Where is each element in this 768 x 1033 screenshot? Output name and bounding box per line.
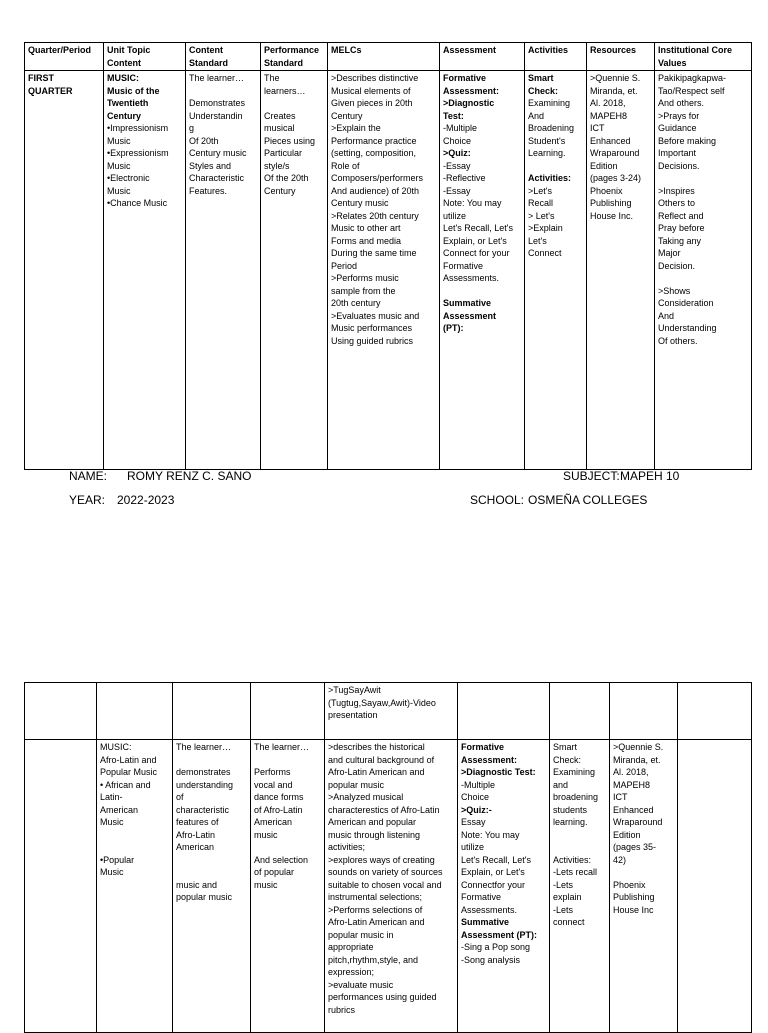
cell-line: Characteristic bbox=[189, 173, 245, 183]
cell-line: Performs bbox=[254, 767, 291, 777]
cell-line: presentation bbox=[328, 710, 378, 720]
cell-line: and bbox=[553, 779, 569, 790]
cell-line: >evaluate music bbox=[328, 979, 394, 990]
cell-line: Enhanced bbox=[613, 804, 654, 815]
cell-line: characteristic bbox=[176, 804, 230, 815]
cell-line: MUSIC: bbox=[100, 742, 132, 752]
cell-line: Wraparound bbox=[590, 148, 640, 158]
cell-line: Miranda, et. bbox=[590, 85, 638, 96]
cell-line: -Essay bbox=[443, 185, 471, 196]
cell-line: Miranda, et. bbox=[613, 754, 661, 765]
cell-line: >Performs selections of bbox=[328, 904, 423, 915]
melcs-cell bbox=[328, 71, 440, 470]
empty-cell bbox=[25, 683, 97, 740]
cell-line: Consideration bbox=[658, 298, 714, 308]
unit-topic-cell bbox=[97, 740, 173, 1033]
curriculum-table-page2 bbox=[24, 682, 752, 1033]
cell-line bbox=[613, 866, 674, 879]
subject-value: MAPEH 10 bbox=[620, 469, 680, 483]
cell-line: music bbox=[254, 829, 278, 840]
year-value: 2022-2023 bbox=[117, 493, 175, 507]
table-row bbox=[25, 740, 752, 1033]
cell-line: appropriate bbox=[328, 942, 374, 952]
cell-line: Musical elements of bbox=[331, 85, 411, 96]
cell-line: understanding bbox=[176, 779, 234, 790]
cell-line: Essay bbox=[461, 817, 486, 827]
cell-line: House Inc bbox=[613, 904, 654, 915]
cell-line: •Electronic bbox=[107, 173, 150, 183]
cell-line: Music bbox=[107, 185, 131, 196]
cell-line: Connect for your bbox=[443, 248, 510, 258]
cell-line: instrumental selections; bbox=[328, 892, 423, 902]
cell-line: Publishing bbox=[613, 892, 655, 902]
cell-line: suitable to chosen vocal and bbox=[328, 879, 442, 890]
cell-line: Afro-Latin and bbox=[100, 754, 157, 765]
cell-line: performances using guided bbox=[328, 992, 437, 1002]
cell-line bbox=[176, 754, 247, 767]
empty-cell bbox=[25, 740, 97, 1033]
cell-line: Afro-Latin American and bbox=[328, 917, 425, 927]
cell-line: >Explain the bbox=[331, 123, 381, 133]
cell-line: Creates bbox=[264, 110, 296, 121]
cell-line: features of bbox=[176, 817, 219, 827]
cell-line: >Quennie S. bbox=[613, 742, 664, 752]
cell-line: 20th century bbox=[331, 298, 381, 308]
cell-line: >Quiz: bbox=[443, 148, 471, 158]
cell-line: And selection bbox=[254, 854, 309, 865]
cell-line: Examining bbox=[553, 767, 596, 777]
cell-line: style/s bbox=[264, 160, 290, 171]
cell-line: Latin- bbox=[100, 792, 123, 802]
cell-line: >Explain bbox=[528, 223, 563, 233]
cell-line: Understandin bbox=[189, 110, 243, 121]
cell-line: Assessments. bbox=[461, 904, 518, 915]
resources-cell bbox=[587, 71, 655, 470]
cell-line: >explores ways of creating bbox=[328, 854, 435, 865]
cell-line: The learner… bbox=[189, 73, 245, 83]
cell-line: >Relates 20th century bbox=[331, 210, 419, 221]
cell-line: and cultural background of bbox=[328, 754, 435, 765]
assessment-cell bbox=[440, 71, 525, 470]
cell-line bbox=[553, 841, 606, 854]
cell-line: Afro-Latin American and bbox=[328, 767, 425, 777]
cell-line: pitch,rhythm,style, and bbox=[328, 954, 419, 965]
cell-line: -Reflective bbox=[443, 173, 486, 183]
cell-line: Of 20th bbox=[189, 135, 219, 146]
cell-line: Music bbox=[107, 160, 131, 171]
cell-line: Assessment: bbox=[461, 754, 518, 765]
cell-line: students bbox=[553, 804, 588, 815]
cell-line: Decisions. bbox=[658, 160, 700, 171]
cell-line: Broadening bbox=[528, 123, 575, 133]
cell-line: Popular Music bbox=[100, 767, 158, 777]
cell-line bbox=[100, 841, 169, 854]
cell-line: Test: bbox=[443, 110, 464, 121]
cell-line: Century bbox=[107, 110, 142, 121]
cell-line: Activities: bbox=[553, 854, 592, 865]
cell-line: Let's Recall, Let's bbox=[443, 223, 513, 233]
cell-line: Twentieth bbox=[107, 98, 149, 108]
cell-line: of bbox=[176, 792, 184, 802]
cell-line: Reflect and bbox=[658, 210, 704, 221]
cell-line: >Shows bbox=[658, 285, 691, 296]
cell-line: -Multiple bbox=[461, 779, 496, 790]
cell-line: connect bbox=[553, 917, 585, 927]
name-value: ROMY RENZ C. SANO bbox=[127, 469, 252, 483]
cell-line: Smart bbox=[553, 742, 578, 752]
cell-line: Century bbox=[331, 110, 363, 121]
cell-line: (setting, composition, bbox=[331, 148, 417, 158]
cell-line: Demonstrates bbox=[189, 98, 246, 108]
cell-line bbox=[658, 272, 748, 285]
cell-line: learners… bbox=[264, 85, 306, 96]
cell-line: And bbox=[658, 310, 675, 321]
cell-line: The bbox=[264, 73, 280, 83]
cell-line: -Lets recall bbox=[553, 867, 598, 877]
cell-line: Note: You may bbox=[443, 198, 502, 208]
cell-line: >Inspires bbox=[658, 185, 695, 196]
cell-line: Role of bbox=[331, 160, 360, 171]
cell-line: Examining bbox=[528, 98, 571, 108]
cell-line bbox=[189, 85, 257, 98]
school-label: SCHOOL: bbox=[470, 493, 525, 507]
cell-line: Composers/performers bbox=[331, 173, 424, 183]
cell-line: -Sing a Pop song bbox=[461, 942, 531, 952]
cell-line: Choice bbox=[443, 135, 472, 146]
resources-cell bbox=[610, 740, 678, 1033]
cell-line: Explain, or Let's bbox=[461, 867, 525, 877]
cell-line: Features. bbox=[189, 185, 228, 196]
cell-line: Summative bbox=[461, 917, 510, 927]
cell-line: MUSIC: bbox=[107, 73, 139, 83]
cell-line: -Song analysis bbox=[461, 954, 521, 965]
core-values-cell bbox=[655, 71, 752, 470]
cell-line: •Popular bbox=[100, 854, 135, 865]
cell-line bbox=[176, 854, 247, 867]
empty-cell bbox=[173, 683, 251, 740]
cell-line: vocal and bbox=[254, 779, 293, 790]
cell-line: Afro-Latin bbox=[176, 829, 216, 840]
cell-line: House Inc. bbox=[590, 210, 634, 221]
empty-cell bbox=[550, 683, 610, 740]
cell-line: Music bbox=[100, 817, 124, 827]
cell-line: Connect bbox=[528, 248, 562, 258]
cell-line: Performance practice bbox=[331, 135, 417, 146]
cell-line: music and bbox=[176, 879, 218, 890]
cell-line: popular music in bbox=[328, 929, 394, 940]
cell-line: Activities: bbox=[528, 173, 572, 183]
cell-line: >Prays for bbox=[658, 110, 700, 121]
cell-line bbox=[553, 829, 606, 842]
cell-line: >Diagnostic bbox=[443, 98, 495, 108]
cell-line: ICT bbox=[613, 792, 628, 802]
cell-line: Assessment (PT): bbox=[461, 929, 538, 940]
cell-line: Of others. bbox=[658, 335, 698, 346]
header-activities: Activities bbox=[525, 43, 587, 71]
cell-line: And bbox=[528, 110, 545, 121]
cell-line: And others. bbox=[658, 98, 705, 108]
cell-line: •Expressionism bbox=[107, 148, 169, 158]
content-standard-cell bbox=[173, 740, 251, 1033]
cell-line: Forms and media bbox=[331, 235, 402, 246]
cell-line: Check: bbox=[553, 754, 582, 765]
cell-line: Formative bbox=[443, 260, 484, 271]
performance-standard-cell bbox=[261, 71, 328, 470]
cell-line: Edition bbox=[613, 829, 641, 840]
cell-line: Enhanced bbox=[590, 135, 631, 146]
cell-line: Century music bbox=[189, 148, 247, 158]
performance-standard-cell bbox=[251, 740, 325, 1033]
table-row bbox=[25, 71, 752, 470]
cell-line: Phoenix bbox=[590, 185, 623, 196]
cell-line: American and popular bbox=[328, 817, 417, 827]
cell-line: >Quiz:- bbox=[461, 804, 492, 815]
cell-line: sounds on variety of sources bbox=[328, 867, 443, 877]
cell-line: Edition bbox=[590, 160, 618, 171]
header-content-standard: Content Standard bbox=[186, 43, 261, 71]
cell-line: rubrics bbox=[328, 1004, 356, 1015]
cell-line: • African and bbox=[100, 779, 151, 790]
cell-line: Decision. bbox=[658, 260, 696, 271]
cell-line: Connectfor your bbox=[461, 879, 526, 890]
cell-line: learning. bbox=[553, 817, 588, 827]
cell-line: Student's bbox=[528, 135, 566, 146]
cell-line: Assessments. bbox=[443, 273, 500, 283]
cell-line: FIRST QUARTER bbox=[28, 73, 73, 96]
year-label: YEAR: bbox=[69, 493, 106, 507]
cell-line: Others to bbox=[658, 198, 696, 208]
cell-line: American bbox=[176, 842, 215, 852]
cell-line: Publishing bbox=[590, 198, 632, 208]
cell-line: Music bbox=[100, 867, 124, 877]
cell-line: Summative bbox=[443, 298, 492, 308]
cell-line bbox=[264, 97, 324, 110]
empty-cell bbox=[458, 683, 550, 740]
cell-line bbox=[254, 841, 321, 854]
cell-line: Music performances bbox=[331, 323, 413, 333]
activities-cell bbox=[550, 740, 610, 1033]
cell-line: Formative bbox=[461, 892, 502, 902]
cell-line: Music bbox=[107, 135, 131, 146]
cell-line: (pages 3-24) bbox=[590, 173, 642, 183]
cell-line: musical bbox=[264, 123, 295, 133]
activities-cell bbox=[525, 71, 587, 470]
assessment-cell bbox=[458, 740, 550, 1033]
cell-line: Recall bbox=[528, 198, 554, 208]
cell-line: Using guided rubrics bbox=[331, 335, 414, 346]
cell-line: Music of the bbox=[107, 85, 160, 96]
cell-line: Al. 2018, bbox=[590, 98, 626, 108]
cell-line: Smart bbox=[528, 73, 554, 83]
curriculum-table-page1 bbox=[24, 42, 752, 470]
cell-line: Wraparound bbox=[613, 817, 663, 827]
cell-line: popular music bbox=[328, 779, 385, 790]
cell-line: >Diagnostic Test: bbox=[461, 767, 536, 777]
empty-cell bbox=[251, 683, 325, 740]
cell-line bbox=[658, 172, 748, 185]
cell-line: Learning. bbox=[528, 148, 566, 158]
cell-line: Before making bbox=[658, 135, 717, 146]
cell-line: music through listening bbox=[328, 829, 421, 840]
cell-line: -Lets bbox=[553, 879, 574, 890]
empty-cell bbox=[97, 683, 173, 740]
cell-line: (PT): bbox=[443, 323, 464, 333]
cell-line: Let's bbox=[528, 235, 547, 246]
cell-line: Pray before bbox=[658, 223, 705, 233]
cell-line: And audience) of 20th bbox=[331, 185, 420, 196]
cell-line: American bbox=[100, 804, 139, 815]
cell-line: Tao/Respect self bbox=[658, 85, 725, 96]
cell-line: MAPEH8 bbox=[590, 110, 628, 121]
cell-line: g bbox=[189, 123, 195, 133]
empty-cell bbox=[678, 740, 752, 1033]
cell-line: Important bbox=[658, 148, 697, 158]
cell-line bbox=[100, 829, 169, 842]
cell-line: Particular bbox=[264, 148, 303, 158]
cell-line: >TugSayAwit bbox=[328, 685, 381, 695]
melcs-cell bbox=[325, 683, 458, 740]
cell-line bbox=[528, 160, 583, 173]
cell-line: •Chance Music bbox=[107, 198, 168, 208]
header-core-values: Institutional Core Values bbox=[655, 43, 752, 71]
header-assessment: Assessment bbox=[440, 43, 525, 71]
cell-line: >Let's bbox=[528, 185, 552, 196]
cell-line: > Let's bbox=[528, 210, 555, 221]
cell-line: -Lets bbox=[553, 904, 574, 915]
melcs-cell bbox=[325, 740, 458, 1033]
cell-line: Century music bbox=[331, 198, 389, 208]
cell-line: Taking any bbox=[658, 235, 702, 246]
cell-line: Guidance bbox=[658, 123, 697, 133]
cell-line: >Describes distinctive bbox=[331, 73, 419, 83]
cell-line: Note: You may bbox=[461, 829, 520, 840]
cell-line: explain bbox=[553, 892, 582, 902]
cell-line bbox=[176, 866, 247, 879]
quarter-cell bbox=[25, 71, 104, 470]
cell-line: >Quennie S. bbox=[590, 73, 641, 83]
cell-line: Choice bbox=[461, 792, 490, 802]
cell-line: >Evaluates music and bbox=[331, 310, 420, 321]
cell-line: 42) bbox=[613, 854, 627, 865]
cell-line: activities; bbox=[328, 842, 366, 852]
cell-line bbox=[443, 285, 521, 298]
cell-line: broadening bbox=[553, 792, 599, 802]
cell-line: ICT bbox=[590, 123, 605, 133]
cell-line: MAPEH8 bbox=[613, 779, 651, 790]
cell-line: Check: bbox=[528, 85, 559, 96]
cell-line: Al. 2018, bbox=[613, 767, 649, 777]
cell-line: utilize bbox=[443, 210, 467, 221]
cell-line: Music to other art bbox=[331, 223, 401, 233]
cell-line: Formative bbox=[443, 73, 487, 83]
header-performance-standard: Performance Standard bbox=[261, 43, 328, 71]
cell-line: American bbox=[254, 817, 293, 827]
cell-line: music bbox=[254, 879, 278, 890]
unit-topic-cell bbox=[104, 71, 186, 470]
cell-line: Of the 20th bbox=[264, 173, 309, 183]
cell-line: Formative bbox=[461, 742, 505, 752]
content-standard-cell bbox=[186, 71, 261, 470]
cell-line: Pieces using bbox=[264, 135, 316, 146]
school-value: OSMEÑA COLLEGES bbox=[528, 493, 648, 507]
header-unit-topic: Unit Topic Content bbox=[104, 43, 186, 71]
cell-line: >Performs music bbox=[331, 273, 399, 283]
cell-line bbox=[254, 754, 321, 767]
cell-line: >Analyzed musical bbox=[328, 792, 404, 802]
name-label: NAME: bbox=[69, 469, 108, 483]
header-melcs: MELCs bbox=[328, 43, 440, 71]
cell-line: During the same time bbox=[331, 248, 417, 258]
cell-line: expression; bbox=[328, 967, 375, 977]
header-resources: Resources bbox=[587, 43, 655, 71]
cell-line: Styles and bbox=[189, 160, 232, 171]
cell-line: dance forms bbox=[254, 792, 304, 802]
cell-line: Assessment bbox=[443, 310, 497, 321]
cell-line: popular music bbox=[176, 892, 233, 902]
cell-line: •Impressionism bbox=[107, 123, 169, 133]
cell-line: Period bbox=[331, 260, 358, 271]
cell-line: Let's Recall, Let's bbox=[461, 854, 531, 865]
cell-line: (pages 35- bbox=[613, 842, 657, 852]
cell-line: characterestics of Afro-Latin bbox=[328, 804, 440, 815]
cell-line: Pakikipagkapwa- bbox=[658, 73, 727, 83]
cell-line: Assessment: bbox=[443, 85, 500, 96]
empty-cell bbox=[678, 683, 752, 740]
cell-line: Given pieces in 20th bbox=[331, 98, 413, 108]
cell-line: Understanding bbox=[658, 323, 717, 333]
cell-line: of Afro-Latin bbox=[254, 804, 303, 815]
header-quarter: Quarter/Period bbox=[25, 43, 104, 71]
cell-line: utilize bbox=[461, 842, 485, 852]
cell-line: -Essay bbox=[443, 160, 471, 171]
subject-label: SUBJECT: bbox=[563, 469, 620, 483]
cell-line: demonstrates bbox=[176, 767, 231, 777]
empty-cell bbox=[610, 683, 678, 740]
cell-line: Major bbox=[658, 248, 681, 258]
header-row bbox=[25, 43, 752, 71]
cell-line: Century bbox=[264, 185, 296, 196]
cell-line: >describes the historical bbox=[328, 742, 425, 752]
cell-line: Explain, or Let's bbox=[443, 235, 507, 246]
cell-line: sample from the bbox=[331, 285, 396, 296]
cell-line: -Multiple bbox=[443, 123, 478, 133]
cell-line: Phoenix bbox=[613, 879, 646, 890]
cell-line: The learner… bbox=[176, 742, 232, 752]
cell-line: of popular bbox=[254, 867, 295, 877]
cell-line: (Tugtug,Sayaw,Awit)-Video bbox=[328, 697, 436, 708]
table-row bbox=[25, 683, 752, 740]
cell-line: The learner… bbox=[254, 742, 310, 752]
